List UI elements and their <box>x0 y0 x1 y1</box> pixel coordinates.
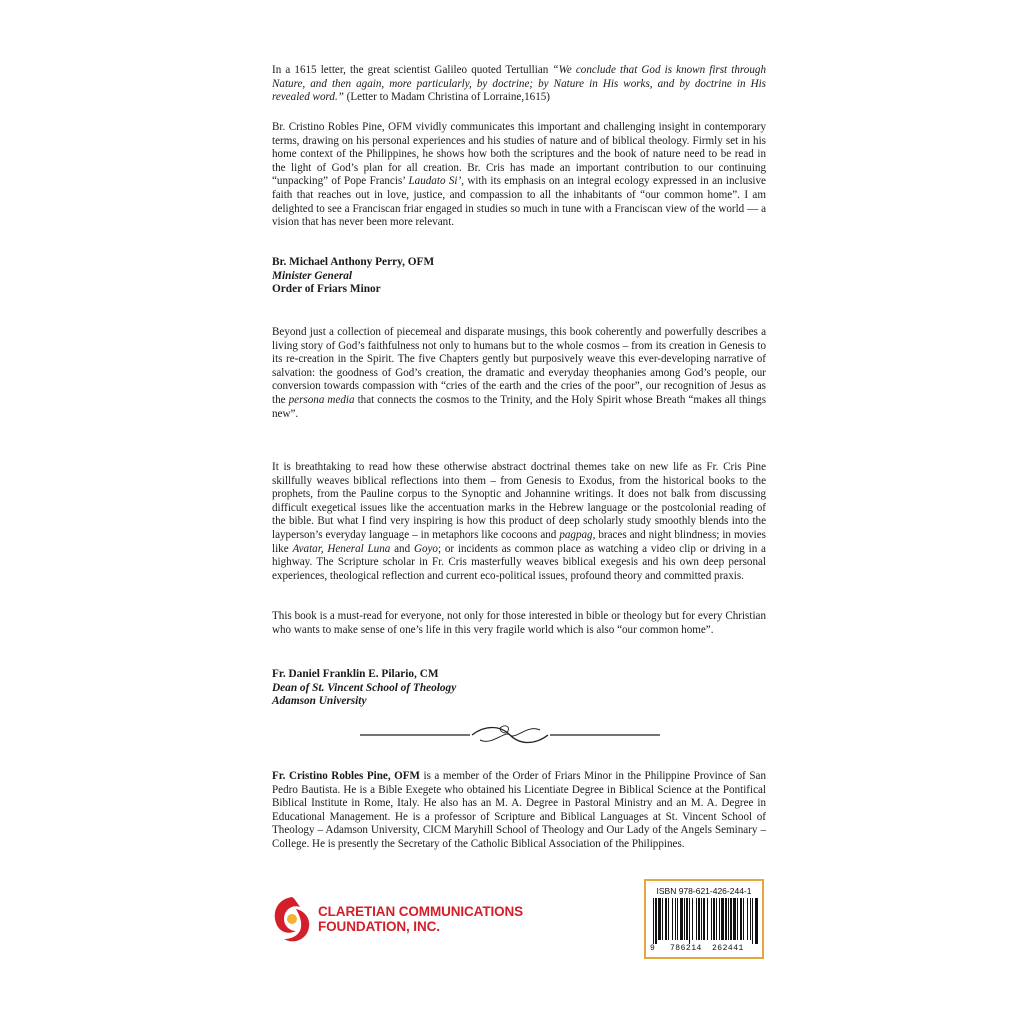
paragraph-text-end: ; or incidents as common place as watching a video clip or driving in a highway. The Scripture scholar in Fr. Cris masterfully weaves biblical exegesis and his own deep personal experiences, theological reflection and current eco-political issues, profound theory and committed praxis. <box>272 542 766 582</box>
claretian-logo-icon <box>270 895 314 945</box>
pilario-endorsement-1 <box>272 326 766 421</box>
barcode-bar <box>716 898 717 940</box>
barcode-bar <box>677 898 678 940</box>
barcode-bar <box>743 898 744 940</box>
signature-perry <box>272 256 766 297</box>
barcode-bar <box>692 898 693 940</box>
barcode-bar <box>655 898 657 944</box>
author-bio-text: is a member of the Order of Friars Minor in the Philippine Province of San Pedro Bautista. He is a Bible Exegete who obtained his Licentiate Degree in Biblical Science at the Pontifical Biblical Institute in Rome, Italy. He also has an M. A. Degree in Pastoral Ministry and an M. A. Degree in Educational Management. He is a professor of Scripture and Biblical Languages at St. Vincent School of Theology – Adamson University, CICM Maryhill School of Theology and Our Lady of the Angels Seminary – College. He is presently the Secretary of the Catholic Biblical Association of the Philippines. <box>272 770 767 850</box>
signature-name: Fr. Daniel Franklin E. Pilario, CM <box>272 668 439 680</box>
isbn-label: ISBN 978-621-426-244-1 <box>656 886 752 896</box>
barcode-bar <box>668 898 669 940</box>
barcode-bar <box>752 898 753 944</box>
barcode-bar <box>653 898 654 944</box>
paragraph-text-mid: , braces and night blindness; in movies like <box>272 528 766 555</box>
barcode-bar <box>665 898 667 940</box>
endorsement-text: Br. Cristino Robles Pine, OFM vividly communicates this important and challenging insight in contemporary terms, drawing on his personal experiences and his studies of nature and of biblical theology. Firmly set in his home context of the Philippines, he shows how both the scriptures and the book of nature need to be read in the light of God’s plan for all creation. Br. Cris has made an important contribution to our continuing “unpacking” of Pope Francis’ <box>272 121 766 188</box>
barcode-digits-left: 786214 <box>670 944 702 953</box>
paragraph-text: This book is a must-read for everyone, not only for those interested in bible or theology but for every Christian who wants to make sense of one’s life in this very fragile world which is also “our common home”. <box>272 610 766 636</box>
barcode-digits-right: 262441 <box>712 944 744 953</box>
barcode-bar <box>672 898 673 940</box>
paragraph-text-and: and <box>390 542 414 555</box>
persona-media-term: persona media <box>288 393 355 406</box>
pilario-endorsement-2 <box>272 461 766 583</box>
barcode-bar <box>711 898 712 940</box>
endorsement-text-end: , with its emphasis on an integral ecology expressed in an inclusive faith that reaches out in love, justice, and compassion to all the inhabitants of “our common home”. I am delighted to see a Franciscan friar engaged in studies so much in tune with a Franciscan view of the world — a vision that has never been more relevant. <box>272 175 766 229</box>
barcode-bar <box>737 898 738 940</box>
signature-name: Br. Michael Anthony Perry, OFM <box>272 256 435 268</box>
barcode-icon <box>651 898 759 944</box>
barcode-bar <box>750 898 751 940</box>
pagpag-term: pagpag <box>559 528 593 541</box>
barcode-bar <box>684 898 685 940</box>
signature-org: Adamson University <box>272 695 367 708</box>
galileo-quote: “We conclude that God is known first through Nature, and then again, more particularly, by doctrine; by Nature in His works, and by doctrine in His revealed word.” <box>272 64 766 104</box>
paragraph-text: It is breathtaking to read how these otherwise abstract doctrinal themes take on new life as Fr. Cris Pine skillfully weaves biblical reflections into them – from Genesis to Exodus, from the historical books to the prophets, from the Pauline corpus to the Synoptic and Johannine writings. It does not balk from discussing difficult exegetical issues like the accentuation marks in the Hebrew language or the postcolonial reading of the bible. But what I find very inspiring is how this product of deep scholarly study smoothly blends into the layperson’s everyday language – in metaphors like cocoons and <box>272 461 766 541</box>
barcode-bar <box>680 898 683 940</box>
barcode-bar <box>725 898 727 940</box>
intro-paragraph <box>272 64 766 105</box>
signature-role: Minister General <box>272 269 353 282</box>
barcode-digit-lead: 9 <box>650 944 655 953</box>
signature-org: Order of Friars Minor <box>272 283 381 296</box>
barcode-bar <box>719 898 720 940</box>
flourish-divider <box>360 720 660 750</box>
publisher-name-line1: CLARETIAN COMMUNICATIONS <box>318 904 524 919</box>
paragraph-text: Beyond just a collection of piecemeal and disparate musings, this book coherently and powerfully describes a living story of God’s faithfulness not only to humans but to the whole cosmos – from its creation in Genesis to its re-creation in the Spirit. The five Chapters gently but purposively weave this ever-developing narrative of salvation: the goodness of God’s creation, the dramatic and everyday theophanies among God’s people, our conversion towards compassion with “cries of the earth and the cries of the poor”, our recognition of Jesus as the <box>272 326 766 406</box>
barcode-bar <box>689 898 690 944</box>
goyo-title: Goyo <box>413 542 438 555</box>
pilario-endorsement-3 <box>272 610 766 637</box>
author-bio <box>272 770 766 852</box>
signature-role: Dean of St. Vincent School of Theology <box>272 681 457 694</box>
barcode-bar <box>713 898 715 940</box>
barcode-bar <box>675 898 676 940</box>
barcode-bar <box>707 898 708 940</box>
barcode-bar <box>662 898 663 940</box>
barcode-bar <box>698 898 700 940</box>
barcode-bar <box>703 898 705 940</box>
publisher-logo <box>270 895 530 945</box>
barcode-bar <box>728 898 729 940</box>
barcode-bar <box>721 898 724 940</box>
barcode-bar <box>740 898 742 940</box>
author-name: Fr. Cristino Robles Pine, OFM <box>272 770 420 782</box>
barcode-bar <box>755 898 758 944</box>
isbn-barcode-box <box>644 879 764 959</box>
perry-endorsement <box>272 121 766 230</box>
barcode-bar <box>730 898 732 940</box>
intro-citation: (Letter to Madam Christina of Lorraine,1615) <box>343 91 551 104</box>
barcode-bar <box>686 898 688 940</box>
barcode-bar <box>733 898 736 940</box>
publisher-name-line2: FOUNDATION, INC. <box>318 919 440 934</box>
laudato-si-title: Laudato Si’ <box>408 175 462 188</box>
signature-pilario <box>272 668 766 709</box>
intro-text: In a 1615 letter, the great scientist Galileo quoted Tertullian <box>272 64 553 76</box>
movie-titles: Avatar, Heneral Luna <box>292 542 391 555</box>
barcode-bar <box>701 898 702 940</box>
publisher-name <box>318 904 523 934</box>
barcode-bar <box>696 898 697 940</box>
paragraph-text-end: that connects the cosmos to the Trinity, and the Holy Spirit whose Breath “makes all things new”. <box>272 393 767 420</box>
barcode-bar <box>747 898 748 940</box>
barcode-bar <box>658 898 661 940</box>
